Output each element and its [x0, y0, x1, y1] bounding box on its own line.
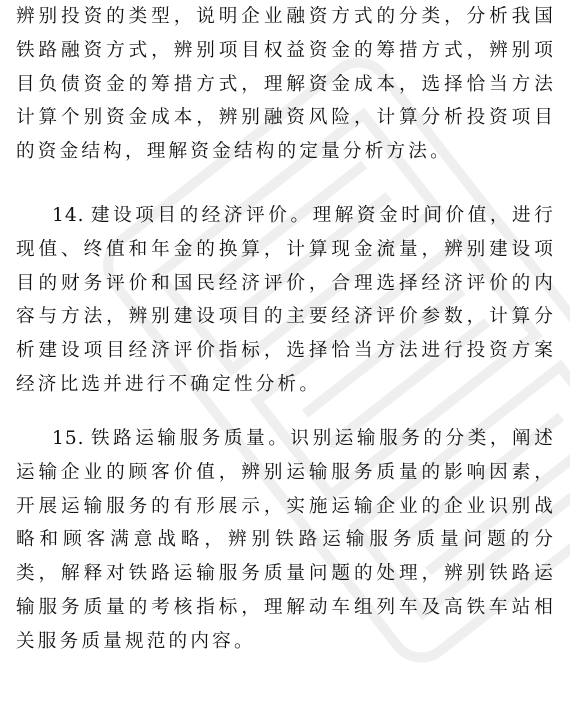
item-number: 15.: [52, 428, 85, 449]
item-number: 14.: [52, 205, 85, 226]
paragraph-text: 建设项目的经济评价。理解资金时间价值，进行现值、终值和年金的换算，计算现金流量，辨别建设项目的财务评价和国民经济评价，合理选择经济评价的内容与方法，辨别建设项目的主要经济评价参数，计算分析建设项目经济评价指标，选择恰当方法进行投资方案经济比选并进行不确定性分析。: [16, 205, 556, 395]
paragraph-text: 铁路运输服务质量。识别运输服务的分类，阐述运输企业的顾客价值，辨别运输服务质量的影响因素，开展运输服务的有形展示，实施运输企业的企业识别战略和顾客满意战略，辨别铁路运输服务质量问题的分类，解释对铁路运输服务质量问题的处理，辨别铁路运输服务质量的考核指标，理解动车组列车及高铁车站相关服务质量规范的内容。: [16, 428, 556, 652]
paragraph-item-14: [16, 199, 556, 402]
paragraph-text: 辨别投资的类型，说明企业融资方式的分类，分析我国铁路融资方式，辨别项目权益资金的筹措方式，辨别项目负债资金的筹措方式，理解资金成本，选择恰当方法计算个别资金成本，辨别融资风险，计算分析投资项目的资金结构，理解资金结构的定量分析方法。: [16, 6, 556, 163]
paragraph-item-15: [16, 422, 556, 659]
paragraph-continuation: [16, 0, 556, 169]
